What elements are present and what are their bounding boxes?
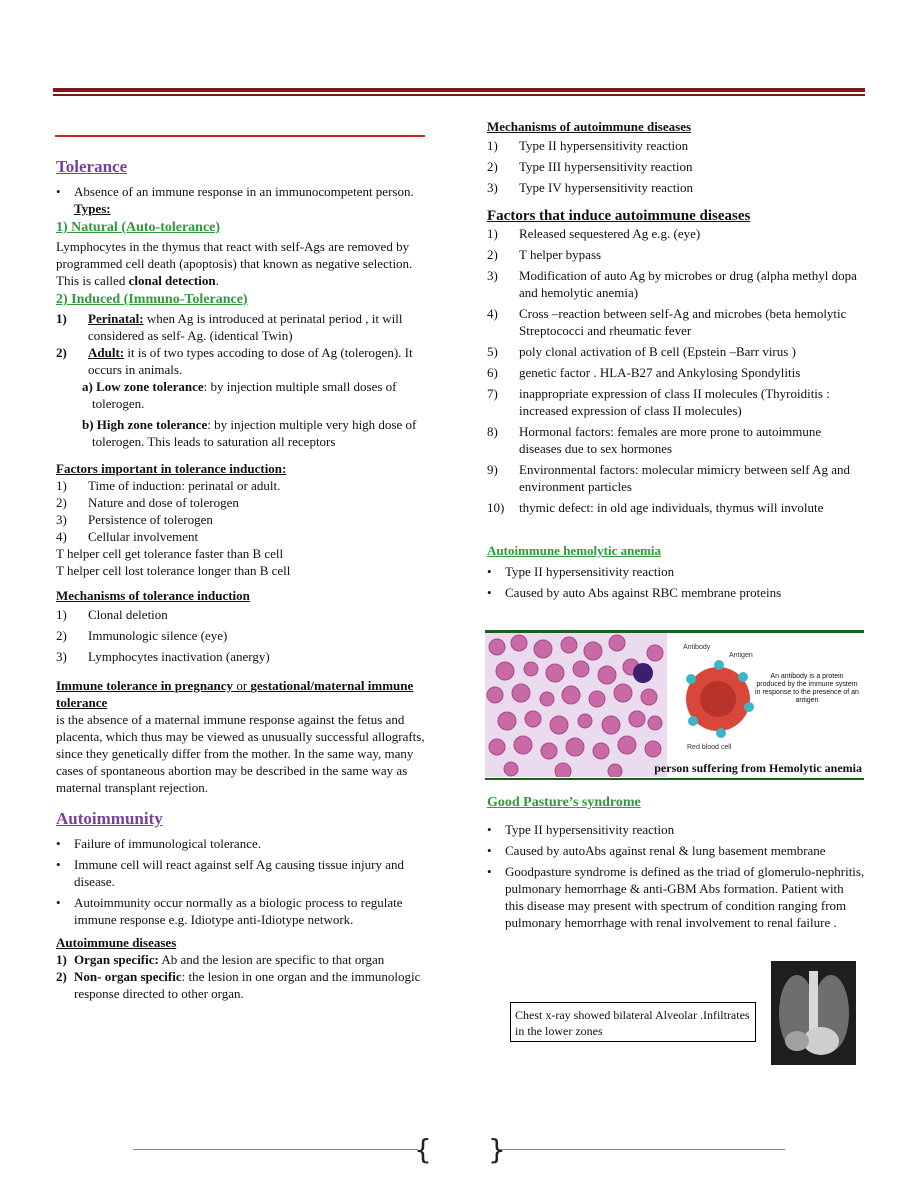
left-column [56, 158, 428, 1002]
factors-list [56, 477, 428, 545]
high-zone: b) High zone tolerance: by injection multiple very high dose of tolerogen. This leads to saturation all receptors [82, 417, 417, 449]
chest-xray-image [771, 961, 856, 1065]
induce-factor-item: 9) Environmental factors: molecular mimicry between self Ag and environment particles [487, 462, 851, 494]
th-line-1: T helper cell get tolerance faster than B cell [56, 546, 284, 561]
tolerance-title: Tolerance [56, 157, 128, 176]
induce-factor-item: 6) genetic factor . HLA-B27 and Ankylosing Spondylitis [487, 365, 801, 380]
blood-smear-image [485, 633, 667, 777]
goodpasture-bullet: • Type II hypersensitivity reaction [487, 822, 675, 837]
tolerance-bullet: • Absence of an immune response in an immunocompetent person. Types: [56, 184, 414, 216]
factor-item: 3) Persistence of tolerogen [56, 512, 213, 527]
aha-bullet: • Caused by auto Abs against RBC membrane proteins [487, 585, 782, 600]
footer-line-right [498, 1149, 785, 1150]
natural-text: Lymphocytes in the thymus that react with self-Ags are removed by programmed cell death (apoptosis) that known as negative selection. This is called clonal detection. [56, 239, 413, 288]
pregnancy-text: is the absence of a maternal immune response against the fetus and placenta, which thus may be viewed as unusually successful allografts, since they genetically differ from the mother. In the same way, many cases of spontaneous abortion may be described in the same way as maternal transplant rejection. [56, 712, 425, 795]
autoimmune-diseases-title: Autoimmune diseases [56, 935, 177, 950]
xray-caption: Chest x-ray showed bilateral Alveolar .Infiltrates in the lower zones [510, 1002, 756, 1042]
top-rule-thin [53, 94, 865, 96]
induce-factor-item: 7) inappropriate expression of class II molecules (Thyroiditis : increased expression of class II molecules) [487, 386, 830, 418]
factor-item: 4) Cellular involvement [56, 529, 199, 544]
natural-title: 1) Natural (Auto-tolerance) [56, 220, 221, 235]
autoimmunity-title: Autoimmunity [56, 809, 163, 828]
induce-factor-item: 10) thymic defect: in old age individuals, thymus will involute [487, 500, 824, 515]
footer-right-brace: } [488, 1133, 506, 1166]
footer-line-left [133, 1149, 418, 1150]
aha-title: Autoimmune hemolytic anemia [487, 543, 662, 558]
mechanism-item: 1) Clonal deletion [56, 607, 168, 622]
induce-factor-item: 4) Cross –reaction between self-Ag and microbes (beta hemolytic Streptococci and rheumatic fever [487, 306, 847, 338]
auto-mechanism-item: 1) Type II hypersensitivity reaction [487, 138, 689, 153]
auto-mechanism-item: 2) Type III hypersensitivity reaction [487, 159, 693, 174]
mechanism-item: 3) Lymphocytes inactivation (anergy) [56, 649, 270, 664]
th-line-2: T helper cell lost tolerance longer than B cell [56, 563, 291, 578]
svg-text:Antibody: Antibody [683, 644, 711, 651]
non-organ-specific: 2) Non- organ specific: the lesion in one organ and the immunologic response directed to other organ. [56, 969, 421, 1001]
pregnancy-title: Immune tolerance in pregnancy or gestational/maternal immune tolerance [56, 678, 414, 710]
low-zone: a) Low zone tolerance: by injection multiple small doses of tolerogen. [82, 379, 397, 411]
svg-text:Antigen: Antigen [729, 652, 753, 659]
autoimmunity-bullet: • Immune cell will react against self Ag causing tissue injury and disease. [56, 857, 404, 889]
mechanism-item: 2) Immunologic silence (eye) [56, 628, 228, 643]
hemolytic-anemia-figure [485, 630, 864, 780]
antibody-note: An antibody is a protein produced by the immune system in response to the presence of an antigen [755, 673, 859, 704]
goodpasture-bullet: • Caused by autoAbs against renal & lung basement membrane [487, 843, 826, 858]
induced-title: 2) Induced (Immuno-Tolerance) [56, 292, 248, 307]
auto-mechanisms-list [487, 135, 862, 198]
types-label: Types: [74, 201, 111, 216]
induce-factors-title: Factors that induce autoimmune diseases [487, 208, 751, 224]
induce-factors-list [487, 225, 862, 516]
auto-mechanism-item: 3) Type IV hypersensitivity reaction [487, 180, 693, 195]
goodpasture-bullet: • Goodpasture syndrome is defined as the triad of glomerulo-nephritis, pulmonary hemorrhage & anti-GBM Abs formation. Patient with this disease may present with spectrum of condition ranging from pulmonary hemorrhage with renal involvement to renal failure . [487, 864, 865, 930]
top-rule-thick [53, 88, 865, 92]
mechanisms-title: Mechanisms of tolerance induction [56, 588, 250, 603]
goodpasture-section [487, 792, 865, 931]
footer-left-brace: { [414, 1133, 432, 1166]
right-column [487, 118, 862, 603]
perinatal-item: 1) Perinatal: when Ag is introduced at perinatal period , it will considered as self- Ag. (identical Twin) [56, 311, 403, 343]
factor-item: 1) Time of induction: perinatal or adult. [56, 478, 281, 493]
induce-factor-item: 8) Hormonal factors: females are more prone to autoimmune diseases due to sex hormones [487, 424, 822, 456]
adult-item: 2) Adult: it is of two types accoding to dose of Ag (tolerogen). It occurs in animals. [56, 345, 413, 377]
autoimmunity-bullet: • Autoimmunity occur normally as a biologic process to regulate immune response e.g. Idiotype anti-Idiotype network. [56, 895, 403, 927]
goodpasture-bullets [487, 821, 865, 931]
mechanisms-list [56, 604, 428, 667]
organ-specific: 1) Organ specific: Ab and the lesion are specific to that organ [56, 952, 385, 967]
autoimmunity-bullets [56, 835, 428, 928]
aha-bullet: • Type II hypersensitivity reaction [487, 564, 675, 579]
induce-factor-item: 5) poly clonal activation of B cell (Epstein –Barr virus ) [487, 344, 796, 359]
induce-factor-item: 2) T helper bypass [487, 247, 602, 262]
figure-caption: person suffering from Hemolytic anemia [654, 761, 862, 775]
goodpasture-title: Good Pasture’s syndrome [487, 795, 641, 810]
autoimmunity-bullet: • Failure of immunological tolerance. [56, 836, 261, 851]
induce-factor-item: 1) Released sequestered Ag e.g. (eye) [487, 226, 701, 241]
aha-bullets [487, 561, 862, 603]
factors-title: Factors important in tolerance induction: [56, 461, 287, 476]
induce-factor-item: 3) Modification of auto Ag by microbes or drug (alpha methyl dopa and hemolytic anemia) [487, 268, 857, 300]
left-column-rule [55, 135, 425, 137]
factor-item: 2) Nature and dose of tolerogen [56, 495, 239, 510]
svg-text:Red blood cell: Red blood cell [687, 744, 732, 751]
auto-mechanisms-title: Mechanisms of autoimmune diseases [487, 119, 692, 134]
